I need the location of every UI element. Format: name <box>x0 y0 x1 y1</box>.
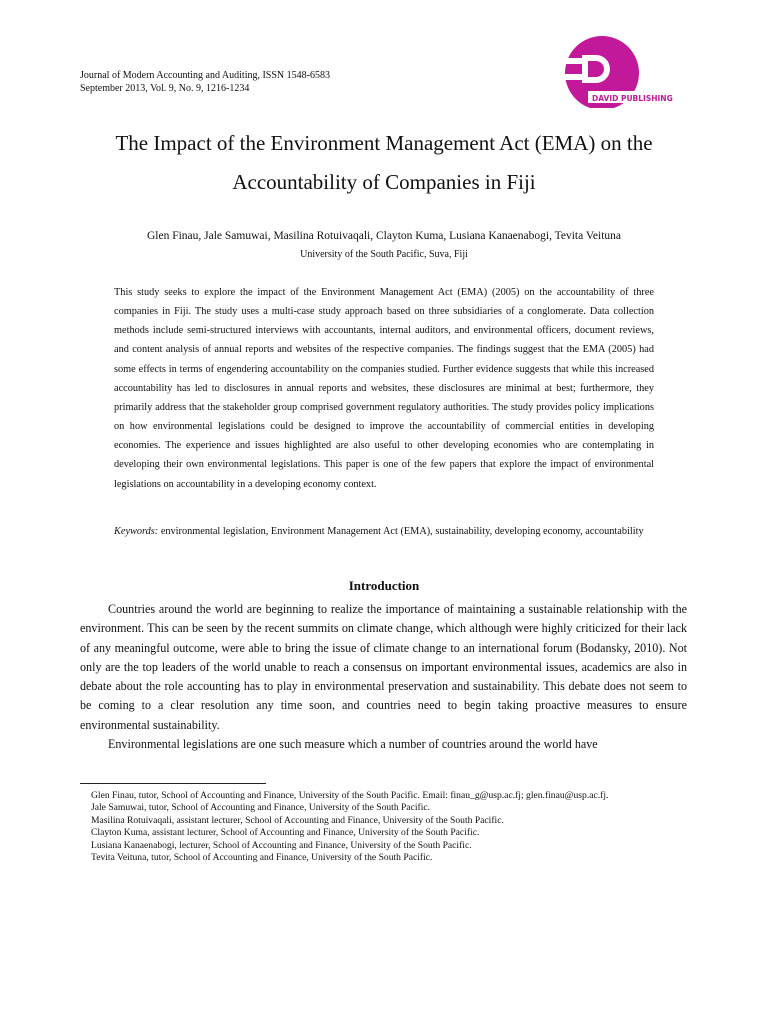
journal-citation <box>80 69 330 95</box>
title-line-2: Accountability of Companies in Fiji <box>232 170 536 194</box>
footnote-rule <box>80 783 266 784</box>
affiliation: University of the South Pacific, Suva, Fiji <box>300 249 468 260</box>
footnote: Clayton Kuma, assistant lecturer, School of Accounting and Finance, University of the South Pacific. <box>91 827 480 839</box>
section-heading-introduction: Introduction <box>348 578 420 593</box>
footnote: Masilina Rotuivaqali, assistant lecturer, School of Accounting and Finance, University of the South Pacific. <box>91 814 504 826</box>
keywords <box>114 522 654 542</box>
body-text <box>80 600 687 754</box>
title-line-1: The Impact of the Environment Management Act (EMA) on the <box>115 131 653 155</box>
footnote: Lusiana Kanaenabogi, lecturer, School of Accounting and Finance, University of the South Pacific. <box>91 839 472 851</box>
journal-line-1: Journal of Modern Accounting and Auditing, ISSN 1548-6583 <box>80 70 330 81</box>
paper-title <box>0 124 768 202</box>
body-paragraph: Environmental legislations are one such measure which a number of countries around the world have <box>108 737 598 752</box>
footnote: Tevita Veituna, tutor, School of Accounting and Finance, University of the South Pacific. <box>91 852 433 864</box>
logo-wordmark: DAVID PUBLISHING <box>592 94 673 103</box>
abstract: This study seeks to explore the impact of the Environment Management Act (EMA) (2005) on the accountability of three companies in Fiji. The study uses a multi-case study approach based on three subsidiaries of a conglomerate. Data collection methods include semi-structured interviews with accountants, internal auditors, and environmental officers, document reviews, and content analysis of annual reports and websites of the respective companies. The findings suggest that the EMA (2005) had some effects in terms of engendering accountability on the companies studied. Further evidence suggests that while this increased accountability has led to disclosures in annual reports and websites, these disclosures are minimal at best; furthermore, they primarily address that the stakeholder group comprised government regulatory authorities. The study provides policy implications on how environmental legislations could be designed to improve the accountability of commercial entities in developing economies. The experience and issues highlighted are also useful to other developing economies who are contemplating in developing their own environmental legislations. This paper is one of the few papers that explore the impact of environmental legislations on accountability in a developing economy context. <box>114 287 654 490</box>
authors: Glen Finau, Jale Samuwai, Masilina Rotuivaqali, Clayton Kuma, Lusiana Kanaenabogi, Tevita Veituna <box>146 230 621 242</box>
keywords-list: environmental legislation, Environment Management Act (EMA), sustainability, developing economy, accountability <box>160 526 644 537</box>
footnote: Jale Samuwai, tutor, School of Accounting and Finance, University of the South Pacific. <box>91 802 431 814</box>
footnote: Glen Finau, tutor, School of Accounting and Finance, University of the South Pacific. Email: finau_g@usp.ac.fj; glen.finau@usp.ac.fj. <box>91 790 609 801</box>
footnotes <box>80 790 687 864</box>
keywords-label: Keywords: <box>114 526 159 537</box>
journal-line-2: September 2013, Vol. 9, No. 9, 1216-1234 <box>80 83 250 94</box>
david-publishing-logo <box>558 36 698 108</box>
body-paragraph: Countries around the world are beginning to realize the importance of maintaining a sustainable relationship with the environment. This can be seen by the recent summits on climate change, which although were highly criticized for their lack of any meaningful outcome, were able to bring the issue of climate change to an international forum (Bodansky, 2010). Not only are the top leaders of the world unable to reach a consensus on important environmental issues, academics are also in debate about the role accounting has to play in environmental preservation and sustainability. This debate does not seem to be coming to a clear resolution any time soon, and countries need to begin taking proactive measures to ensure environmental sustainability. <box>80 602 687 732</box>
